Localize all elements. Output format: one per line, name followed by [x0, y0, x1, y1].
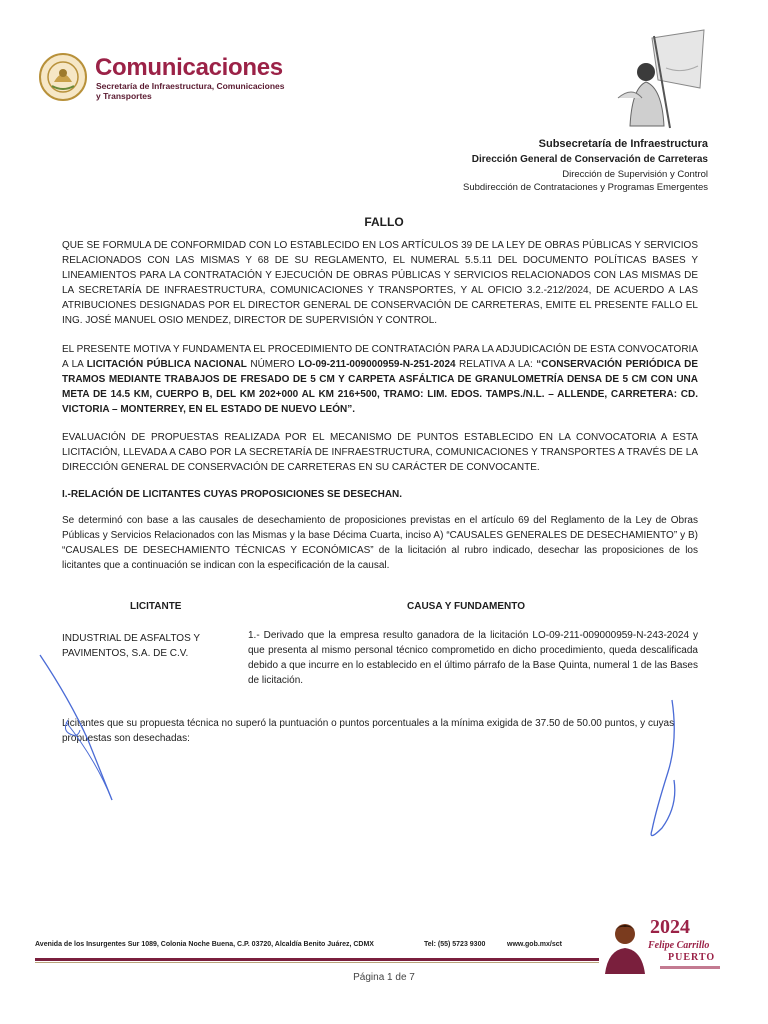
footer-divider — [35, 958, 599, 961]
page-number: Página 1 de 7 — [353, 972, 415, 983]
tender-number: LO-09-211-009000959-N-251-2024 — [298, 359, 456, 370]
header-line: Dirección de Supervisión y Control — [562, 169, 708, 180]
org-subtitle-line: y Transportes — [96, 91, 152, 101]
header-line: Dirección General de Conservación de Carreteras — [471, 154, 708, 165]
text-run-bold: LICITACIÓN PÚBLICA NACIONAL — [86, 359, 247, 370]
footer-phone: Tel: (55) 5723 9300 — [424, 941, 486, 948]
footer-address: Avenida de los Insurgentes Sur 1089, Colonia Noche Buena, C.P. 03720, Alcaldía Benito Juárez, CDMX — [35, 941, 374, 948]
logo-name: Felipe Carrillo — [648, 940, 710, 951]
table-header-cause: CAUSA Y FUNDAMENTO — [407, 601, 525, 612]
logo-year: 2024 — [650, 916, 690, 938]
rejection-basis-paragraph: Se determinó con base a las causales de desechamiento de proposiciones previstas en el artículo 69 del Reglamento de la Ley de Obras Públicas y Servicios Relacionados con las Mismas y la base Décima Cuarta, inciso A) “CAUSALES GENERALES DE DESECHAMIENTO” y B) “CAUSALES DE DESECHAMIENTO TÉCNICAS Y ECONÓMICAS” de la licitación al rubro indicado, desechar las proposiciones de los licitantes que a continuación se indican con la especificación de la causal. — [62, 515, 698, 571]
footer-website[interactable]: www.gob.mx/sct — [507, 941, 562, 948]
logo-name-2: PUERTO — [668, 952, 716, 963]
logo-underline — [660, 966, 720, 969]
section-heading: I.-RELACIÓN DE LICITANTES CUYAS PROPOSICIONES SE DESECHAN. — [62, 489, 403, 500]
footer-divider-accent — [35, 962, 599, 963]
text-run: EL PRESENTE MOTIVA Y FUNDAMENTA EL PROCEDIMIENTO DE CONTRATACIÓN PARA LA ADJUDICACIÓN DE ESTA CONVOCATORIA A LA — [62, 344, 698, 370]
coat-of-arms-seal-icon — [38, 52, 88, 102]
table-cell-bidder: INDUSTRIAL DE ASFALTOS Y PAVIMENTOS, S.A. DE C.V. — [62, 633, 200, 659]
motivation-paragraph — [62, 342, 698, 417]
table-cell-cause: 1.- Derivado que la empresa resulto ganadora de la licitación LO-09-211-009000959-N-243-2024 y que presenta al mismo personal técnico comprometido en dicho procedimiento, queda descalificada debido a que incurre en lo establecido en el último párrafo de la Base Quinta, numeral 1 de las Bases de licitación. — [248, 630, 698, 686]
text-run: NÚMERO — [246, 359, 299, 370]
org-subtitle — [96, 81, 316, 101]
flag-bearer-emblem-icon — [612, 28, 708, 132]
project-description: “CONSERVACIÓN PERIÓDICA DE TRAMOS MEDIANTE TRABAJOS DE FRESADO DE 5 CM Y CARPETA ASFÁLTICA DE GRANULOMETRÍA DENSA DE 5 CM CON UNA META DE 14.5 KM, CUERPO B, DEL KM 202+000 AL KM 216+500, TRAMO: LIM. EDOS. TAMPS./N.L. – ALLENDE, CARRETERA: CD. VICTORIA – MONTERREY, EN EL ESTADO DE NUEVO LEÓN”. — [62, 359, 699, 415]
org-name: Comunicaciones — [95, 54, 283, 81]
evaluation-paragraph: EVALUACIÓN DE PROPUESTAS REALIZADA POR EL MECANISMO DE PUNTOS ESTABLECIDO EN LA CONVOCATORIA A ESTA LICITACIÓN, LLEVADA A CABO POR LA SECRETARÍA DE INFRAESTRUCTURA, COMUNICACIONES Y TRANSPORTES A TRAVÉS DE LA DIRECCIÓN GENERAL DE CONSERVACIÓN DE CARRETERAS EN SU CARÁCTER DE CONVOCANTE. — [62, 432, 698, 473]
felipe-carrillo-portrait-icon — [600, 918, 650, 974]
table-header-bidder: LICITANTE — [130, 601, 182, 612]
org-subtitle-line: Secretaría de Infraestructura, Comunicaciones — [96, 81, 285, 91]
text-run: RELATIVA A LA: — [455, 359, 537, 370]
header-line: Subsecretaría de Infraestructura — [538, 138, 708, 150]
technical-score-paragraph: Licitantes que su propuesta técnica no superó la puntuación o puntos porcentuales a la mínima exigida de 37.50 de 50.00 puntos, y cuyas propuestas son desechadas: — [62, 718, 675, 744]
intro-paragraph: QUE SE FORMULA DE CONFORMIDAD CON LO ESTABLECIDO EN LOS ARTÍCULOS 39 DE LA LEY DE OBRAS PÚBLICAS Y SERVICIOS RELACIONADOS CON LAS MISMAS Y 68 DE SU REGLAMENTO, EL NUMERAL 5.5.11 DEL DOCUMENTO POLÍTICAS BASES Y LINEAMIENTOS PARA LA CONTRATACIÓN Y EJECUCIÓN DE OBRAS PÚBLICAS Y SERVICIOS RELACIONADOS CON LAS MISMAS DE LA SECRETARÍA DE INFRAESTRUCTURA, COMUNICACIONES Y TRANSPORTES, Y AL OFICIO 3.2.-212/2024, DE ACUERDO A LAS ATRIBUCIONES DESIGNADAS POR EL DIRECTOR GENERAL DE CONSERVACIÓN DE CARRETERAS, EMITE EL PRESENTE FALLO EL ING. JOSÉ MANUEL OSIO MENDEZ, DIRECTOR DE SUPERVISIÓN Y CONTROL. — [62, 240, 698, 326]
document-title: FALLO — [364, 215, 404, 229]
header-line: Subdirección de Contrataciones y Programas Emergentes — [462, 182, 708, 193]
